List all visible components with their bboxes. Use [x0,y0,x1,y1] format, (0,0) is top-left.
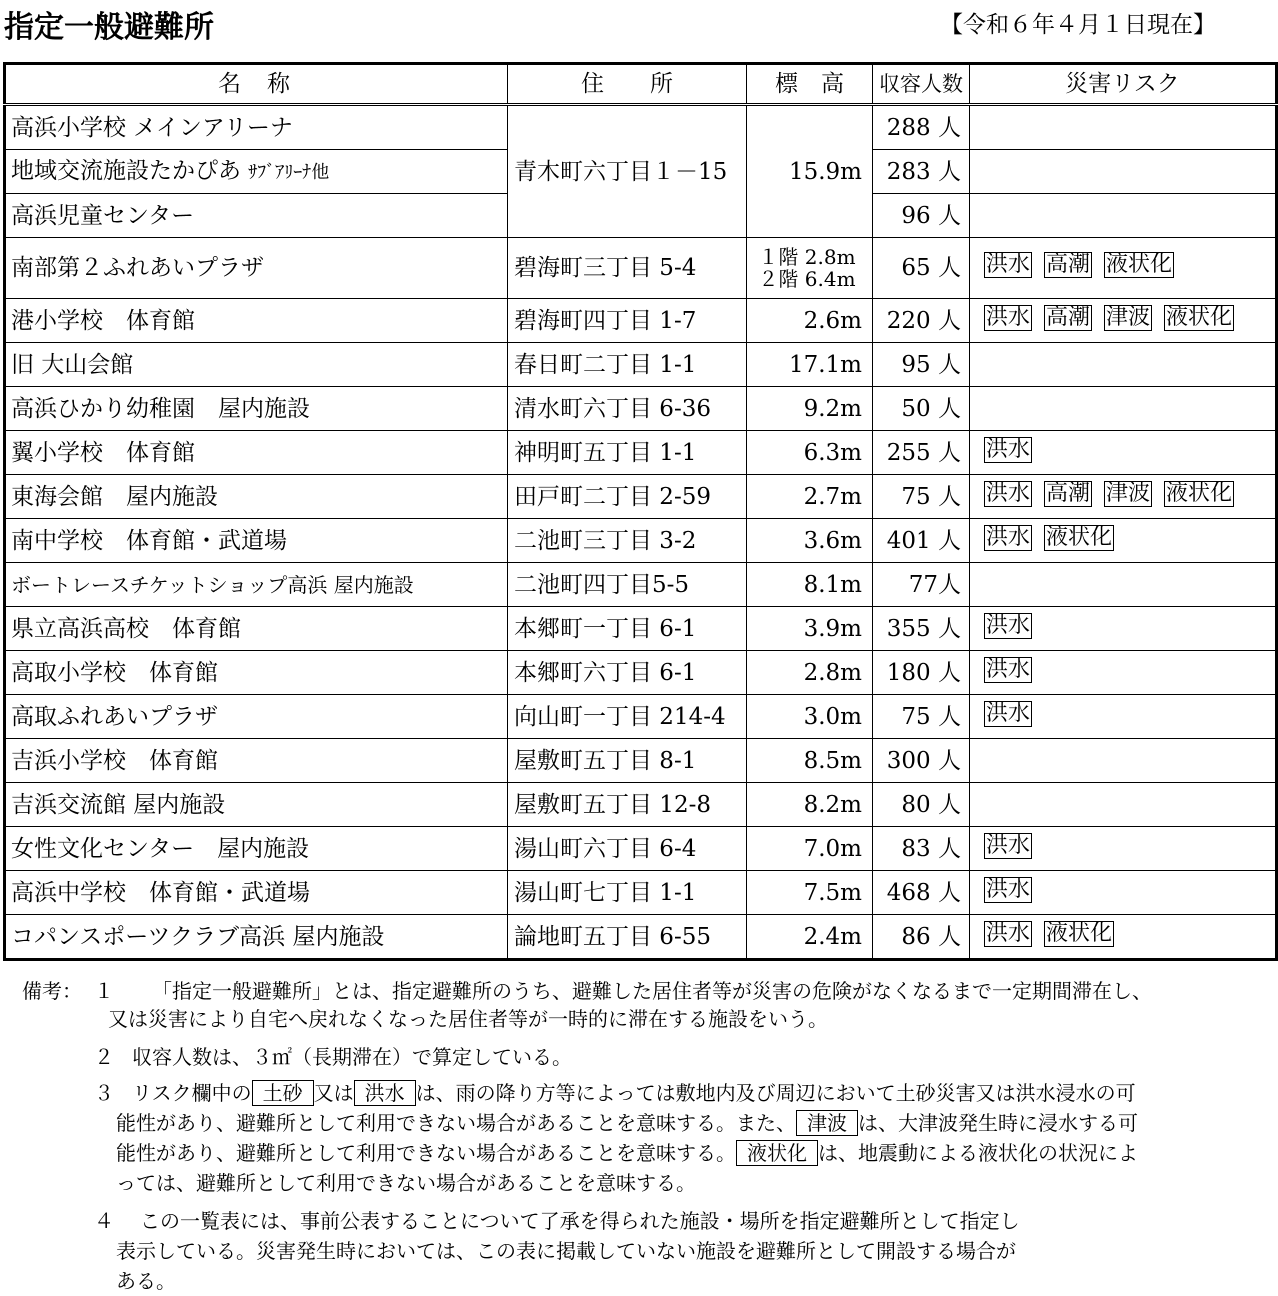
note-text [116,1108,1272,1138]
risk-badge: 洪水 [986,524,1031,550]
note-text: 「指定一般避難所」とは、指定避難所のうち、避難した居住者等が災害の危険がなくなるまで一定期間滞在し、 [152,979,1152,1003]
table-row [5,475,1277,519]
facility-name [5,563,508,607]
facility-risks [970,387,1277,431]
facility-risks [970,194,1277,238]
note-number: ３ [94,1081,114,1105]
note-text: ある。 [116,1269,176,1293]
facility-address: 本郷町六丁目 6-1 [508,651,747,695]
note-2 [22,1042,1272,1072]
facility-name-text: 東海会館 屋内施設 [11,483,218,510]
facility-capacity: 96 人 [873,194,970,238]
facility-elevation: 7.5m [747,871,873,915]
facility-capacity: 75 人 [873,475,970,519]
risk-badge: 洪水 [986,920,1031,946]
risk-legend-tsunami: 津波 [796,1110,858,1136]
facility-name-text: 高取小学校 体育館 [11,659,218,686]
facility-risks [970,827,1277,871]
note-number: ２ [94,1045,114,1069]
facility-risks [970,150,1277,194]
facility-address: 青木町六丁目１－15 [508,105,747,238]
risk-badge: 液状化 [1166,304,1233,330]
facility-elevation: 3.9m [747,607,873,651]
note-4 [22,1206,1272,1296]
risk-badge: 高潮 [1046,252,1091,277]
facility-risks [970,238,1277,299]
note-3 [22,1078,1272,1198]
risk-badge: 洪水 [986,612,1031,638]
note-text: 又は災害により自宅へ戻れなくなった居住者等が一時的に滞在する施設をいう。 [108,1007,828,1031]
note-number: ４ [94,1209,114,1233]
facility-name [5,607,508,651]
facility-name [5,431,508,475]
header-elevation: 標 高 [747,64,873,105]
facility-address: 碧海町四丁目 1-7 [508,299,747,343]
table-row [5,299,1277,343]
facility-risks [970,563,1277,607]
facility-elevation: 6.3m [747,431,873,475]
facility-elevation: 2.7m [747,475,873,519]
facility-name-sub: ｻﾌﾞｱﾘｰﾅ他 [248,161,330,183]
facility-address: 論地町五丁目 6-55 [508,915,747,960]
facility-risks [970,105,1277,150]
facility-name [5,194,508,238]
note-text-part: は、雨の降り方等によっては敷地内及び周辺において土砂災害又は洪水浸水の可 [415,1081,1136,1105]
page-title: 指定一般避難所 [4,10,214,45]
facility-address: 田戸町二丁目 2-59 [508,475,747,519]
facility-capacity: 288 人 [873,105,970,150]
facility-elevation: 3.6m [747,519,873,563]
elevation-floor-2: ２階 6.4m [758,267,856,291]
facility-capacity: 95 人 [873,343,970,387]
facility-name-text: 高浜ひかり幼稚園 屋内施設 [11,395,310,422]
notes-section [22,976,1272,1296]
facility-address: 神明町五丁目 1-1 [508,431,747,475]
facility-name [5,343,508,387]
risk-badge: 洪水 [986,436,1031,462]
facility-name [5,739,508,783]
facility-capacity: 468 人 [873,871,970,915]
facility-risks [970,783,1277,827]
table-row [5,827,1277,871]
facility-name-text: 港小学校 体育館 [11,307,195,334]
table-row [5,739,1277,783]
facility-capacity: 255 人 [873,431,970,475]
risk-legend-flood: 洪水 [354,1080,416,1106]
facility-address: 屋敷町五丁目 8-1 [508,739,747,783]
note-text-part: 能性があり、避難所として利用できない場合があることを意味する。 [116,1141,736,1165]
facility-name-text: 高浜中学校 体育館・武道場 [11,879,310,906]
facility-address: 二池町三丁目 3-2 [508,519,747,563]
risk-badge: 洪水 [986,252,1031,277]
table-row [5,651,1277,695]
facility-risks [970,607,1277,651]
facility-name [5,651,508,695]
elevation-floor-1: １階 2.8m [758,245,856,269]
facility-capacity: 75 人 [873,695,970,739]
risk-badge: 洪水 [986,832,1031,858]
note-text [116,1138,1272,1168]
facility-name [5,783,508,827]
risk-badge: 高潮 [1046,304,1091,330]
table-header-row [5,64,1277,105]
facility-name-text: 高取ふれあいプラザ [11,703,218,730]
note-text-part: 又は [313,1081,354,1105]
facility-risks [970,915,1277,960]
table-row [5,238,1277,299]
table-row [5,695,1277,739]
facility-elevation [747,238,873,299]
table-row [5,563,1277,607]
facility-elevation: 15.9m [747,105,873,238]
facility-address: 二池町四丁目5-5 [508,563,747,607]
facility-name [5,871,508,915]
facility-elevation: 17.1m [747,343,873,387]
table-row [5,387,1277,431]
facility-capacity: 355 人 [873,607,970,651]
facility-name-text: 南部第２ふれあいプラザ [11,255,264,281]
facility-capacity: 50 人 [873,387,970,431]
shelter-table [3,62,1278,961]
facility-address: 屋敷町五丁目 12-8 [508,783,747,827]
table-row [5,783,1277,827]
table-row [5,607,1277,651]
facility-name [5,299,508,343]
facility-risks [970,695,1277,739]
facility-risks [970,299,1277,343]
facility-capacity: 180 人 [873,651,970,695]
note-text-part: は、大津波発生時に浸水する可 [858,1111,1138,1135]
notes-label: 備考： [22,979,82,1003]
risk-badge: 液状化 [1046,524,1113,550]
facility-capacity: 86 人 [873,915,970,960]
table-row [5,431,1277,475]
as-of-date: 【令和６年４月１日現在】 [940,12,1216,38]
header-risk: 災害リスク [970,64,1277,105]
facility-name [5,387,508,431]
table-row [5,871,1277,915]
facility-name-text: 吉浜交流館 屋内施設 [11,791,226,818]
table-body [5,105,1277,960]
facility-elevation: 8.1m [747,563,873,607]
facility-elevation: 2.6m [747,299,873,343]
note-text: この一覧表には、事前公表することについて了承を得られた施設・場所を指定避難所として指定し [140,1209,1020,1233]
facility-name-text: 旧 大山会館 [11,351,134,378]
facility-capacity: 65 人 [873,238,970,299]
facility-name-text: 地域交流施設たかぴあ [11,157,241,184]
note-text: っては、避難所として利用できない場合があることを意味する。 [116,1171,696,1195]
note-text-part: 能性があり、避難所として利用できない場合があることを意味する。また、 [116,1111,796,1135]
note-text: 収容人数は、３㎡（長期滞在）で算定している。 [132,1045,572,1069]
header-address: 住 所 [508,64,747,105]
facility-address: 湯山町六丁目 6-4 [508,827,747,871]
facility-risks [970,431,1277,475]
table-row [5,105,1277,150]
facility-address: 湯山町七丁目 1-1 [508,871,747,915]
note-1 [22,976,1272,1034]
facility-name [5,150,508,194]
facility-capacity: 77人 [873,563,970,607]
facility-address: 春日町二丁目 1-1 [508,343,747,387]
table-row [5,343,1277,387]
facility-capacity: 83 人 [873,827,970,871]
facility-name [5,475,508,519]
risk-badge: 洪水 [986,876,1031,902]
table-row [5,915,1277,960]
facility-risks [970,651,1277,695]
facility-elevation: 9.2m [747,387,873,431]
facility-name [5,915,508,960]
facility-capacity: 283 人 [873,150,970,194]
facility-elevation: 8.2m [747,783,873,827]
note-text-part: リスク欄中の [132,1081,252,1105]
facility-elevation: 7.0m [747,827,873,871]
facility-name [5,695,508,739]
risk-badge: 液状化 [1166,480,1233,506]
header-name: 名称 [5,64,508,105]
facility-name-text: 高浜小学校 メインアリーナ [11,114,293,141]
facility-risks [970,343,1277,387]
facility-name-text: コパンスポーツクラブ高浜 屋内施設 [11,923,385,950]
header-capacity: 収容人数 [873,64,970,105]
table-row [5,519,1277,563]
facility-name [5,238,508,299]
facility-name-text: 高浜児童センター [11,202,195,229]
facility-risks [970,739,1277,783]
facility-elevation: 2.8m [747,651,873,695]
risk-badge: 液状化 [1046,920,1113,946]
risk-legend-liquefaction: 液状化 [736,1140,818,1166]
facility-capacity: 300 人 [873,739,970,783]
facility-name [5,519,508,563]
note-text [132,1078,1272,1108]
note-number: １ [94,979,114,1003]
facility-address: 向山町一丁目 214-4 [508,695,747,739]
facility-risks [970,519,1277,563]
risk-badge: 津波 [1106,304,1151,330]
facility-name-text: 南中学校 体育館・武道場 [11,527,287,554]
risk-badge: 洪水 [986,480,1031,506]
facility-address: 清水町六丁目 6-36 [508,387,747,431]
facility-name-text: 翼小学校 体育館 [11,439,195,466]
facility-address: 碧海町三丁目 5-4 [508,238,747,299]
facility-risks [970,475,1277,519]
note-text: 表示している。災害発生時においては、この表に掲載していない施設を避難所として開設する場合が [116,1239,1016,1263]
facility-elevation: 8.5m [747,739,873,783]
risk-badge: 洪水 [986,700,1031,726]
facility-capacity: 80 人 [873,783,970,827]
risk-badge: 津波 [1106,480,1151,506]
facility-name [5,105,508,150]
facility-capacity: 220 人 [873,299,970,343]
risk-legend-sediment: 土砂 [252,1080,314,1106]
facility-name-text: ボートレースチケットショップ高浜 屋内施設 [11,572,414,597]
facility-name-text: 女性文化センター 屋内施設 [11,835,310,862]
risk-badge: 高潮 [1046,480,1091,506]
facility-elevation: 2.4m [747,915,873,960]
facility-name-text: 吉浜小学校 体育館 [11,747,218,774]
facility-capacity: 401 人 [873,519,970,563]
risk-badge: 洪水 [986,656,1031,682]
facility-name-text: 県立高浜高校 体育館 [11,615,241,642]
facility-risks [970,871,1277,915]
facility-elevation: 3.0m [747,695,873,739]
facility-address: 本郷町一丁目 6-1 [508,607,747,651]
note-text-part: は、地震動による液状化の状況によ [818,1141,1138,1165]
risk-badge: 洪水 [986,304,1031,330]
facility-name [5,827,508,871]
risk-badge: 液状化 [1106,252,1173,277]
